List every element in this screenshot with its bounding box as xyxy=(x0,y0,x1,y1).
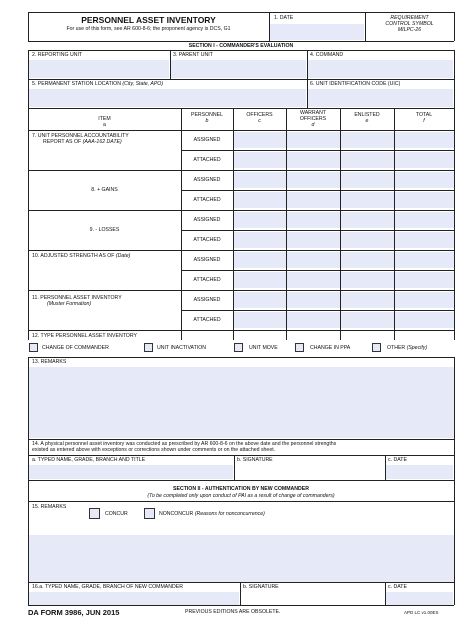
reporting-unit-label: 2. REPORTING UNIT xyxy=(32,52,83,58)
enlisted-cell[interactable] xyxy=(341,132,394,148)
new-commander-name-field[interactable] xyxy=(29,592,239,605)
item-12-label: 12. TYPE PERSONNEL ASSET INVENTORY xyxy=(32,333,137,339)
attached-label: ATTACHED xyxy=(193,277,221,283)
unit-move-checkbox[interactable] xyxy=(234,343,243,352)
total-cell[interactable] xyxy=(395,312,454,328)
enlisted-cell[interactable] xyxy=(341,172,394,188)
officers-cell[interactable] xyxy=(234,192,286,208)
col-header-item: ITEM a xyxy=(98,116,111,128)
total-cell[interactable] xyxy=(395,252,454,268)
parent-unit-label: 3. PARENT UNIT xyxy=(173,52,213,58)
total-cell[interactable] xyxy=(395,132,454,148)
enlisted-cell[interactable] xyxy=(341,272,394,288)
form-number: DA FORM 3986, JUN 2015 xyxy=(28,608,120,617)
col-header-enlisted: ENLISTED e xyxy=(354,112,380,124)
section-1-title: SECTION I - COMMANDER'S EVALUATION xyxy=(188,43,294,49)
form-title: PERSONNEL ASSET INVENTORY xyxy=(81,15,216,25)
remarks-field[interactable] xyxy=(29,367,454,438)
perm-station-field[interactable] xyxy=(29,89,306,107)
officers-cell[interactable] xyxy=(234,232,286,248)
warrant-cell[interactable] xyxy=(287,192,340,208)
assigned-label: ASSIGNED xyxy=(193,257,221,263)
enlisted-cell[interactable] xyxy=(341,192,394,208)
new-commander-date-field[interactable] xyxy=(386,592,453,605)
typed-name-field[interactable] xyxy=(29,465,233,479)
date-14-field[interactable] xyxy=(386,465,453,479)
date-field[interactable] xyxy=(270,24,364,40)
warrant-cell[interactable] xyxy=(287,252,340,268)
version-label: APD LC v1.00ES xyxy=(404,610,439,615)
command-label: 4. COMMAND xyxy=(310,52,344,58)
item-7-label: 7. UNIT PERSONNEL ACCOUNTABILITY REPORT AS OF (AAA-162 DATE) xyxy=(32,133,129,145)
remarks-label: 13. REMARKS xyxy=(32,359,67,365)
parent-unit-field[interactable] xyxy=(171,60,306,78)
assigned-label: ASSIGNED xyxy=(193,177,221,183)
other-checkbox[interactable] xyxy=(372,343,381,352)
enlisted-cell[interactable] xyxy=(341,252,394,268)
warrant-cell[interactable] xyxy=(287,232,340,248)
col-header-warrant: WARRANT OFFICERS d xyxy=(299,110,327,128)
unit-move-label: UNIT MOVE xyxy=(249,345,278,351)
enlisted-cell[interactable] xyxy=(341,152,394,168)
section-2-title: SECTION II - AUTHENTICATION BY NEW COMMANDER xyxy=(173,486,309,492)
attached-label: ATTACHED xyxy=(193,197,221,203)
col-header-officers: OFFICERS c xyxy=(246,112,273,124)
col-header-personnel: PERSONNEL b xyxy=(191,112,223,124)
perm-station-label: 5. PERMANENT STATION LOCATION (City, State, APO) xyxy=(32,81,164,87)
assigned-label: ASSIGNED xyxy=(193,137,221,143)
change-of-commander-label: CHANGE OF COMMANDER xyxy=(42,345,109,351)
change-of-commander-checkbox[interactable] xyxy=(29,343,38,352)
concur-label: CONCUR xyxy=(105,511,128,517)
warrant-cell[interactable] xyxy=(287,272,340,288)
total-cell[interactable] xyxy=(395,172,454,188)
enlisted-cell[interactable] xyxy=(341,292,394,308)
item-11-label: 11. PERSONNEL ASSET INVENTORY (Muster Formation) xyxy=(32,295,122,307)
assigned-label: ASSIGNED xyxy=(193,217,221,223)
concur-checkbox[interactable] xyxy=(89,508,100,519)
item-8-label: 8. + GAINS xyxy=(91,187,118,193)
uic-label: 6. UNIT IDENTIFICATION CODE (UIC) xyxy=(310,81,401,87)
previous-editions-note: PREVIOUS EDITIONS ARE OBSOLETE. xyxy=(185,609,281,615)
unit-inactivation-label: UNIT INACTIVATION xyxy=(157,345,206,351)
warrant-cell[interactable] xyxy=(287,292,340,308)
assigned-label: ASSIGNED xyxy=(193,297,221,303)
total-cell[interactable] xyxy=(395,212,454,228)
total-cell[interactable] xyxy=(395,192,454,208)
officers-cell[interactable] xyxy=(234,212,286,228)
warrant-cell[interactable] xyxy=(287,312,340,328)
req-control-symbol: REQUIREMENT CONTROL SYMBOL MILPC-26 xyxy=(385,15,434,33)
officers-cell[interactable] xyxy=(234,272,286,288)
uic-field[interactable] xyxy=(308,89,453,107)
remarks-15-field[interactable] xyxy=(29,535,454,582)
officers-cell[interactable] xyxy=(234,132,286,148)
warrant-cell[interactable] xyxy=(287,152,340,168)
col-header-total: TOTAL f xyxy=(415,112,433,124)
change-in-ppa-checkbox[interactable] xyxy=(295,343,304,352)
officers-cell[interactable] xyxy=(234,152,286,168)
unit-inactivation-checkbox[interactable] xyxy=(144,343,153,352)
signature-label: b. SIGNATURE xyxy=(237,457,273,463)
remarks-15-label: 15. REMARKS xyxy=(32,504,67,510)
nonconcur-label: NONCONCUR (Reasons for nonconcurrence) xyxy=(159,511,265,517)
reporting-unit-field[interactable] xyxy=(29,60,169,78)
officers-cell[interactable] xyxy=(234,292,286,308)
officers-cell[interactable] xyxy=(234,252,286,268)
section-2-subtitle: (To be completed only upon conduct of PAI as a result of change of commanders) xyxy=(147,493,335,499)
warrant-cell[interactable] xyxy=(287,212,340,228)
enlisted-cell[interactable] xyxy=(341,312,394,328)
total-cell[interactable] xyxy=(395,292,454,308)
officers-cell[interactable] xyxy=(234,172,286,188)
total-cell[interactable] xyxy=(395,152,454,168)
item-14-statement: 14. A physical personnel asset inventory was conducted as prescribed by AR 600-8-6 on the above date and the personnel strengths existed as entered above with exceptions or corrections shown under comments or on the attached sheet. xyxy=(32,441,337,453)
typed-name-label: a. TYPED NAME, GRADE, BRANCH AND TITLE xyxy=(32,457,146,463)
new-commander-date-label: c. DATE xyxy=(388,584,407,590)
attached-label: ATTACHED xyxy=(193,237,221,243)
item-10-label: 10. ADJUSTED STRENGTH AS OF (Date) xyxy=(32,253,131,259)
form-subtitle: For use of this form, see AR 600-8-6; the proponent agency is DCS, G1 xyxy=(66,26,231,32)
other-label: OTHER (Specify) xyxy=(387,345,428,351)
officers-cell[interactable] xyxy=(234,312,286,328)
change-in-ppa-label: CHANGE IN PPA xyxy=(310,345,351,351)
enlisted-cell[interactable] xyxy=(341,232,394,248)
attached-label: ATTACHED xyxy=(193,317,221,323)
command-field[interactable] xyxy=(308,60,453,78)
warrant-cell[interactable] xyxy=(287,132,340,148)
enlisted-cell[interactable] xyxy=(341,212,394,228)
item-9-label: 9. - LOSSES xyxy=(89,227,120,233)
total-cell[interactable] xyxy=(395,272,454,288)
attached-label: ATTACHED xyxy=(193,157,221,163)
date-14-label: c. DATE xyxy=(388,457,407,463)
nonconcur-checkbox[interactable] xyxy=(144,508,155,519)
new-commander-signature-label: b. SIGNATURE xyxy=(243,584,279,590)
warrant-cell[interactable] xyxy=(287,172,340,188)
date-label: 1. DATE xyxy=(274,15,294,21)
total-cell[interactable] xyxy=(395,232,454,248)
new-commander-name-label: 16.a. TYPED NAME, GRADE, BRANCH OF NEW COMMANDER xyxy=(32,584,183,590)
